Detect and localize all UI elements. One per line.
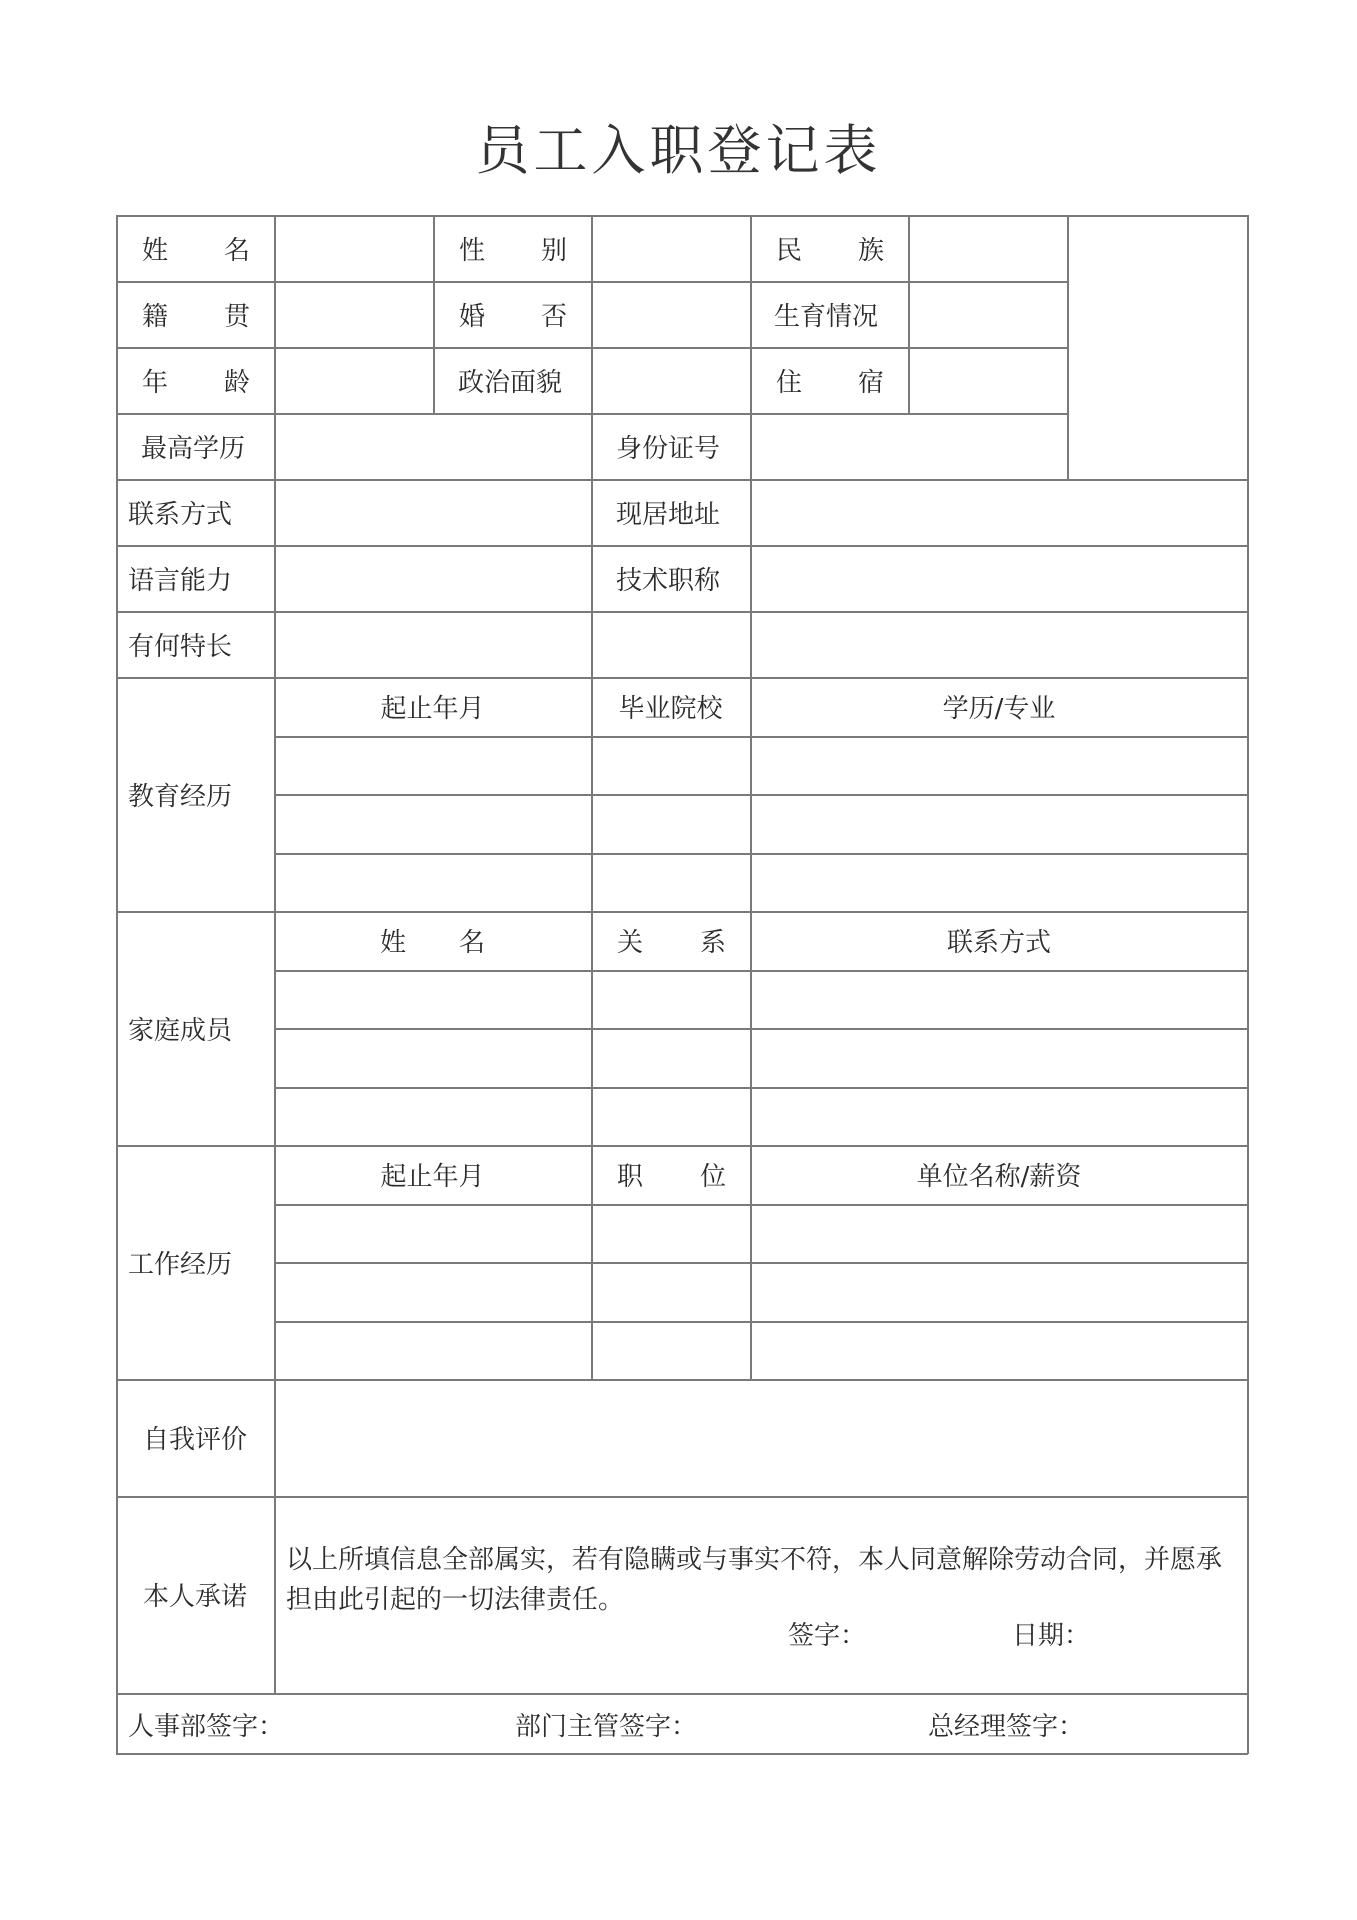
page-title: 员工入职登记表 (475, 119, 882, 182)
dept-manager-signature-label: 部门主管签字： (515, 1711, 698, 1742)
promise-signature-label: 签字： (788, 1621, 867, 1651)
contact-field[interactable] (274, 479, 591, 545)
age-field[interactable] (274, 347, 433, 413)
label-political: 政治面貌 (458, 367, 563, 398)
label-contact: 联系方式 (128, 499, 233, 530)
lodging-field[interactable] (908, 347, 1067, 413)
title-rank-field[interactable] (750, 545, 1248, 611)
work-row-3-period[interactable] (274, 1321, 591, 1379)
family-row-2-name[interactable] (274, 1028, 591, 1087)
ethnicity-field[interactable] (908, 215, 1067, 281)
header-edu-degree: 学历/专业 (942, 694, 1056, 724)
header-edu-period: 起止年月 (380, 694, 485, 724)
origin-field[interactable] (274, 281, 433, 347)
family-row-3-name[interactable] (274, 1087, 591, 1145)
label-self-evaluation: 自我评价 (142, 1425, 247, 1455)
registration-form-table (116, 215, 1248, 1754)
photo-box[interactable] (1067, 215, 1248, 479)
label-language: 语言能力 (128, 565, 233, 596)
political-field[interactable] (591, 347, 750, 413)
label-gender: 性 别 (459, 235, 567, 266)
general-manager-signature-label: 总经理签字： (928, 1711, 1085, 1742)
gender-field[interactable] (591, 215, 750, 281)
header-family-relation: 关 系 (617, 928, 726, 958)
work-row-2-period[interactable] (274, 1262, 591, 1321)
label-marital: 婚 否 (459, 301, 567, 332)
language-field[interactable] (274, 545, 591, 611)
name-field[interactable] (274, 215, 433, 281)
label-ethnicity: 民 族 (776, 235, 884, 266)
label-family-members: 家庭成员 (128, 1015, 233, 1046)
address-field[interactable] (750, 479, 1248, 545)
edu-row-3-period[interactable] (274, 853, 591, 911)
fertility-field[interactable] (908, 281, 1067, 347)
label-specialty: 有何特长 (128, 631, 233, 662)
label-title-rank: 技术职称 (616, 565, 721, 596)
work-row-1-period[interactable] (274, 1204, 591, 1262)
edu-row-1-period[interactable] (274, 736, 591, 794)
label-name: 姓 名 (142, 235, 250, 266)
header-family-name: 姓 名 (380, 928, 485, 958)
label-fertility: 生育情况 (774, 301, 879, 332)
label-work-history: 工作经历 (128, 1249, 233, 1280)
hr-signature-label: 人事部签字： (128, 1711, 285, 1742)
specialty-field[interactable] (274, 611, 1248, 677)
self-evaluation-field[interactable] (274, 1379, 1248, 1496)
header-work-company: 单位名称/薪资 (916, 1162, 1082, 1192)
label-age: 年 龄 (142, 367, 250, 398)
label-id-number: 身份证号 (616, 433, 721, 464)
label-address: 现居地址 (616, 499, 721, 530)
header-family-contact: 联系方式 (946, 928, 1051, 958)
marital-field[interactable] (591, 281, 750, 347)
promise-date-label: 日期： (1012, 1621, 1091, 1651)
label-origin: 籍 贯 (142, 301, 250, 332)
header-edu-school: 毕业院校 (618, 694, 723, 724)
label-education: 最高学历 (141, 433, 246, 464)
promise-text: 以上所填信息全部属实，若有隐瞒或与事实不符，本人同意解除劳动合同，并愿承担由此引起的一切法律责任。 (286, 1545, 1223, 1615)
label-lodging: 住 宿 (776, 367, 884, 398)
label-education-history: 教育经历 (128, 781, 233, 812)
family-row-1-name[interactable] (274, 970, 591, 1028)
label-promise: 本人承诺 (142, 1582, 247, 1612)
education-field[interactable] (274, 413, 591, 479)
header-work-period: 起止年月 (380, 1162, 485, 1192)
id-number-field[interactable] (750, 413, 1067, 479)
header-work-position: 职 位 (617, 1162, 726, 1192)
edu-row-2-period[interactable] (274, 794, 591, 853)
